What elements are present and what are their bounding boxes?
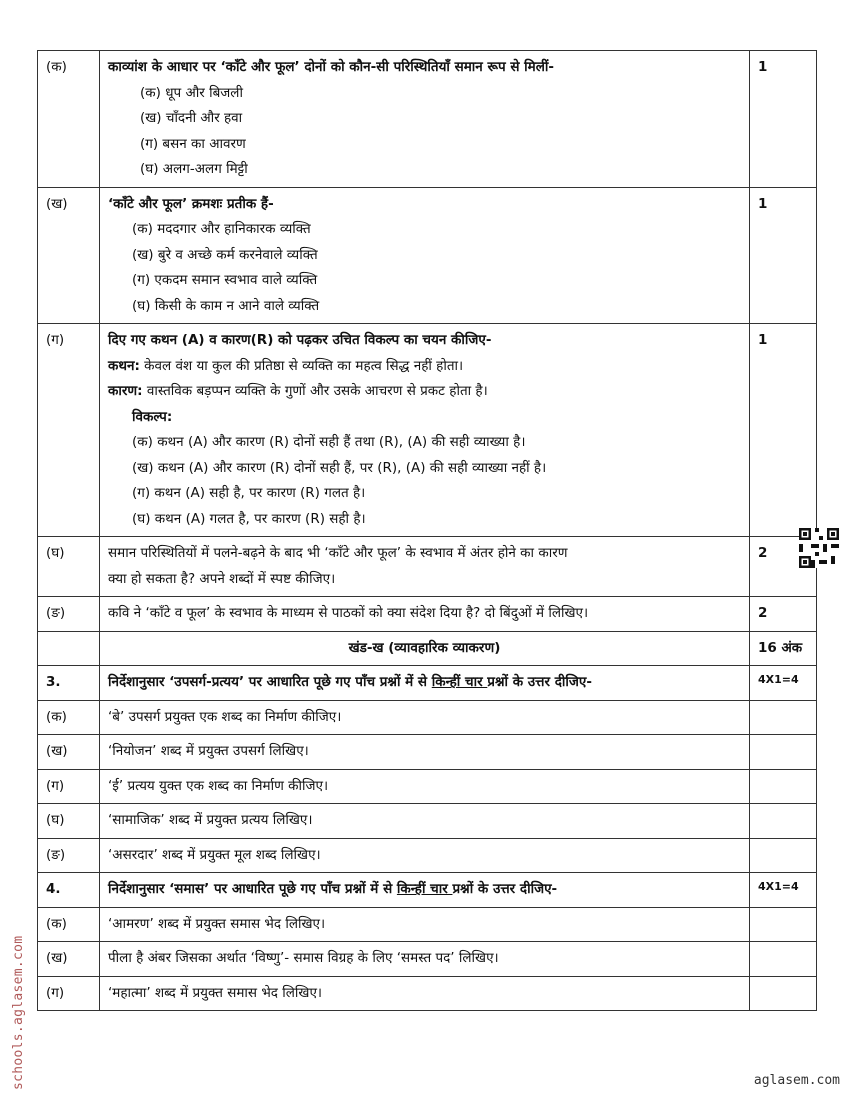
option: (क) धूप और बिजली xyxy=(140,84,243,101)
marks-cell xyxy=(750,976,817,1011)
question-text: ‘असरदार’ शब्द में प्रयुक्त मूल शब्द लिखिए। xyxy=(100,838,750,873)
sub-question-row xyxy=(38,700,817,735)
marks-cell xyxy=(750,735,817,770)
option: (ग) एकदम समान स्वभाव वाले व्यक्ति xyxy=(132,272,318,288)
option: (ख) बुरे व अच्छे कर्म करनेवाले व्यक्ति xyxy=(132,246,318,263)
question-number: (ङ) xyxy=(38,597,100,632)
instruction-prefix: निर्देशानुसार ‘समास’ पर आधारित पूछे गए पाँच प्रश्नों में से xyxy=(108,881,397,897)
question-text: ‘ई’ प्रत्यय युक्त एक शब्द का निर्माण कीजिए। xyxy=(100,769,750,804)
sub-question-row xyxy=(38,907,817,942)
question-row-ga xyxy=(38,324,817,537)
question-table xyxy=(37,50,817,1011)
section-title: खंड-ख (व्यावहारिक व्याकरण) xyxy=(100,631,750,666)
side-watermark: schools.aglasem.com xyxy=(11,935,26,1090)
marks-cell xyxy=(750,907,817,942)
question-text: ‘नियोजन’ शब्द में प्रयुक्त उपसर्ग लिखिए। xyxy=(100,735,750,770)
question-text: ‘महात्मा’ शब्द में प्रयुक्त समास भेद लिखिए। xyxy=(100,976,750,1011)
option: (क) मददगार और हानिकारक व्यक्ति xyxy=(132,221,311,237)
question-number: (ङ) xyxy=(38,838,100,873)
question-row-4 xyxy=(38,873,817,908)
option: (ख) चाँदनी और हवा xyxy=(140,110,243,126)
section-marks: 16 अंक xyxy=(750,631,817,666)
question-text: काव्यांश के आधार पर ‘काँटे और फूल’ दोनों को कौन-सी परिस्थितियाँ समान रूप से मिलीं- xyxy=(108,59,554,75)
statement-label: कथन: xyxy=(108,357,140,374)
option: (क) कथन (A) और कारण (R) दोनों सही हैं तथा (R), (A) की सही व्याख्या है। xyxy=(132,434,526,450)
question-text: ‘सामाजिक’ शब्द में प्रयुक्त प्रत्यय लिखिए। xyxy=(100,804,750,839)
question-number: (ख) xyxy=(38,187,100,324)
marks: 1 xyxy=(750,51,817,188)
question-text-line: क्या हो सकता है? अपने शब्दों में स्पष्ट कीजिए। xyxy=(108,570,336,587)
instruction-prefix: निर्देशानुसार ‘उपसर्ग-प्रत्यय’ पर आधारित पूछे गए पाँच प्रश्नों में से xyxy=(108,674,432,690)
question-number: (ग) xyxy=(38,769,100,804)
question-number: (क) xyxy=(38,907,100,942)
reason xyxy=(108,379,741,405)
reason-text: वास्तविक बड़प्पन व्यक्ति के गुणों और उसके आचरण से प्रकट होता है। xyxy=(142,383,488,399)
question-number: 4. xyxy=(38,873,100,908)
sub-question-row xyxy=(38,942,817,977)
marks-cell xyxy=(750,769,817,804)
sub-question-row xyxy=(38,735,817,770)
options-label: विकल्प: xyxy=(132,408,173,425)
question-number: (क) xyxy=(38,700,100,735)
marks-cell xyxy=(750,838,817,873)
question-text: पीला है अंबर जिसका अर्थात ‘विष्णु’- समास विग्रह के लिए ‘समस्त पद’ लिखिए। xyxy=(100,942,750,977)
question-number: (ख) xyxy=(38,735,100,770)
question-number: (क) xyxy=(38,51,100,188)
option: (ख) कथन (A) और कारण (R) दोनों सही हैं, पर (R), (A) की सही व्याख्या नहीं है। xyxy=(132,459,547,476)
footer-watermark: aglasem.com xyxy=(753,1073,840,1088)
marks: 4X1=4 xyxy=(750,666,817,701)
question-body xyxy=(100,51,750,188)
question-text: कवि ने ‘काँटे व फूल’ के स्वभाव के माध्यम से पाठकों को क्या संदेश दिया है? दो बिंदुओं में लिखिए। xyxy=(100,597,750,632)
question-row-da xyxy=(38,597,817,632)
marks-cell xyxy=(750,804,817,839)
option: (घ) कथन (A) गलत है, पर कारण (R) सही है। xyxy=(132,510,366,527)
question-body xyxy=(100,187,750,324)
empty-cell xyxy=(38,631,100,666)
statement-text: केवल वंश या कुल की प्रतिष्ठा से व्यक्ति का महत्व सिद्ध नहीं होता। xyxy=(139,357,464,374)
reason-label: कारण: xyxy=(108,383,143,399)
option: (घ) अलग-अलग मिट्टी xyxy=(140,161,248,177)
question-instruction xyxy=(100,666,750,701)
marks: 2 xyxy=(750,537,817,597)
instruction-suffix: प्रश्नों के उत्तर दीजिए- xyxy=(487,674,592,690)
option: (ग) कथन (A) सही है, पर कारण (R) गलत है। xyxy=(132,485,366,501)
question-number: (ग) xyxy=(38,324,100,537)
question-text: दिए गए कथन (A) व कारण(R) को पढ़कर उचित विकल्प का चयन कीजिए- xyxy=(108,332,492,348)
question-body xyxy=(100,324,750,537)
section-header-row xyxy=(38,631,817,666)
question-row-3 xyxy=(38,666,817,701)
question-number: (ग) xyxy=(38,976,100,1011)
sub-question-row xyxy=(38,838,817,873)
question-text: ‘आमरण’ शब्द में प्रयुक्त समास भेद लिखिए। xyxy=(100,907,750,942)
marks-cell xyxy=(750,942,817,977)
question-number: (ख) xyxy=(38,942,100,977)
instruction-suffix: प्रश्नों के उत्तर दीजिए- xyxy=(452,881,558,897)
instruction-underlined: किन्हीं चार xyxy=(431,674,488,690)
option: (घ) किसी के काम न आने वाले व्यक्ति xyxy=(132,297,320,314)
marks: 4X1=4 xyxy=(750,873,817,908)
marks-cell xyxy=(750,700,817,735)
question-row-gha xyxy=(38,537,817,597)
question-text: ‘काँटे और फूल’ क्रमशः प्रतीक हैं- xyxy=(108,195,274,212)
question-text-line: समान परिस्थितियों में पलने-बढ़ने के बाद भी ‘काँटे और फूल’ के स्वभाव में अंतर होने का कारण xyxy=(108,545,568,561)
question-instruction xyxy=(100,873,750,908)
question-number: 3. xyxy=(38,666,100,701)
question-number: (घ) xyxy=(38,804,100,839)
question-body xyxy=(100,537,750,597)
marks: 1 xyxy=(750,324,817,537)
statement xyxy=(108,354,741,380)
sub-question-row xyxy=(38,769,817,804)
option: (ग) बसन का आवरण xyxy=(140,135,246,152)
instruction-underlined: किन्हीं चार xyxy=(396,881,453,897)
question-number: (घ) xyxy=(38,537,100,597)
question-text: ‘बे’ उपसर्ग प्रयुक्त एक शब्द का निर्माण कीजिए। xyxy=(100,700,750,735)
question-row-kha xyxy=(38,187,817,324)
sub-question-row xyxy=(38,804,817,839)
marks: 1 xyxy=(750,187,817,324)
question-row-ka xyxy=(38,51,817,188)
qr-code-icon xyxy=(799,528,839,568)
sub-question-row xyxy=(38,976,817,1011)
marks: 2 xyxy=(750,597,817,632)
